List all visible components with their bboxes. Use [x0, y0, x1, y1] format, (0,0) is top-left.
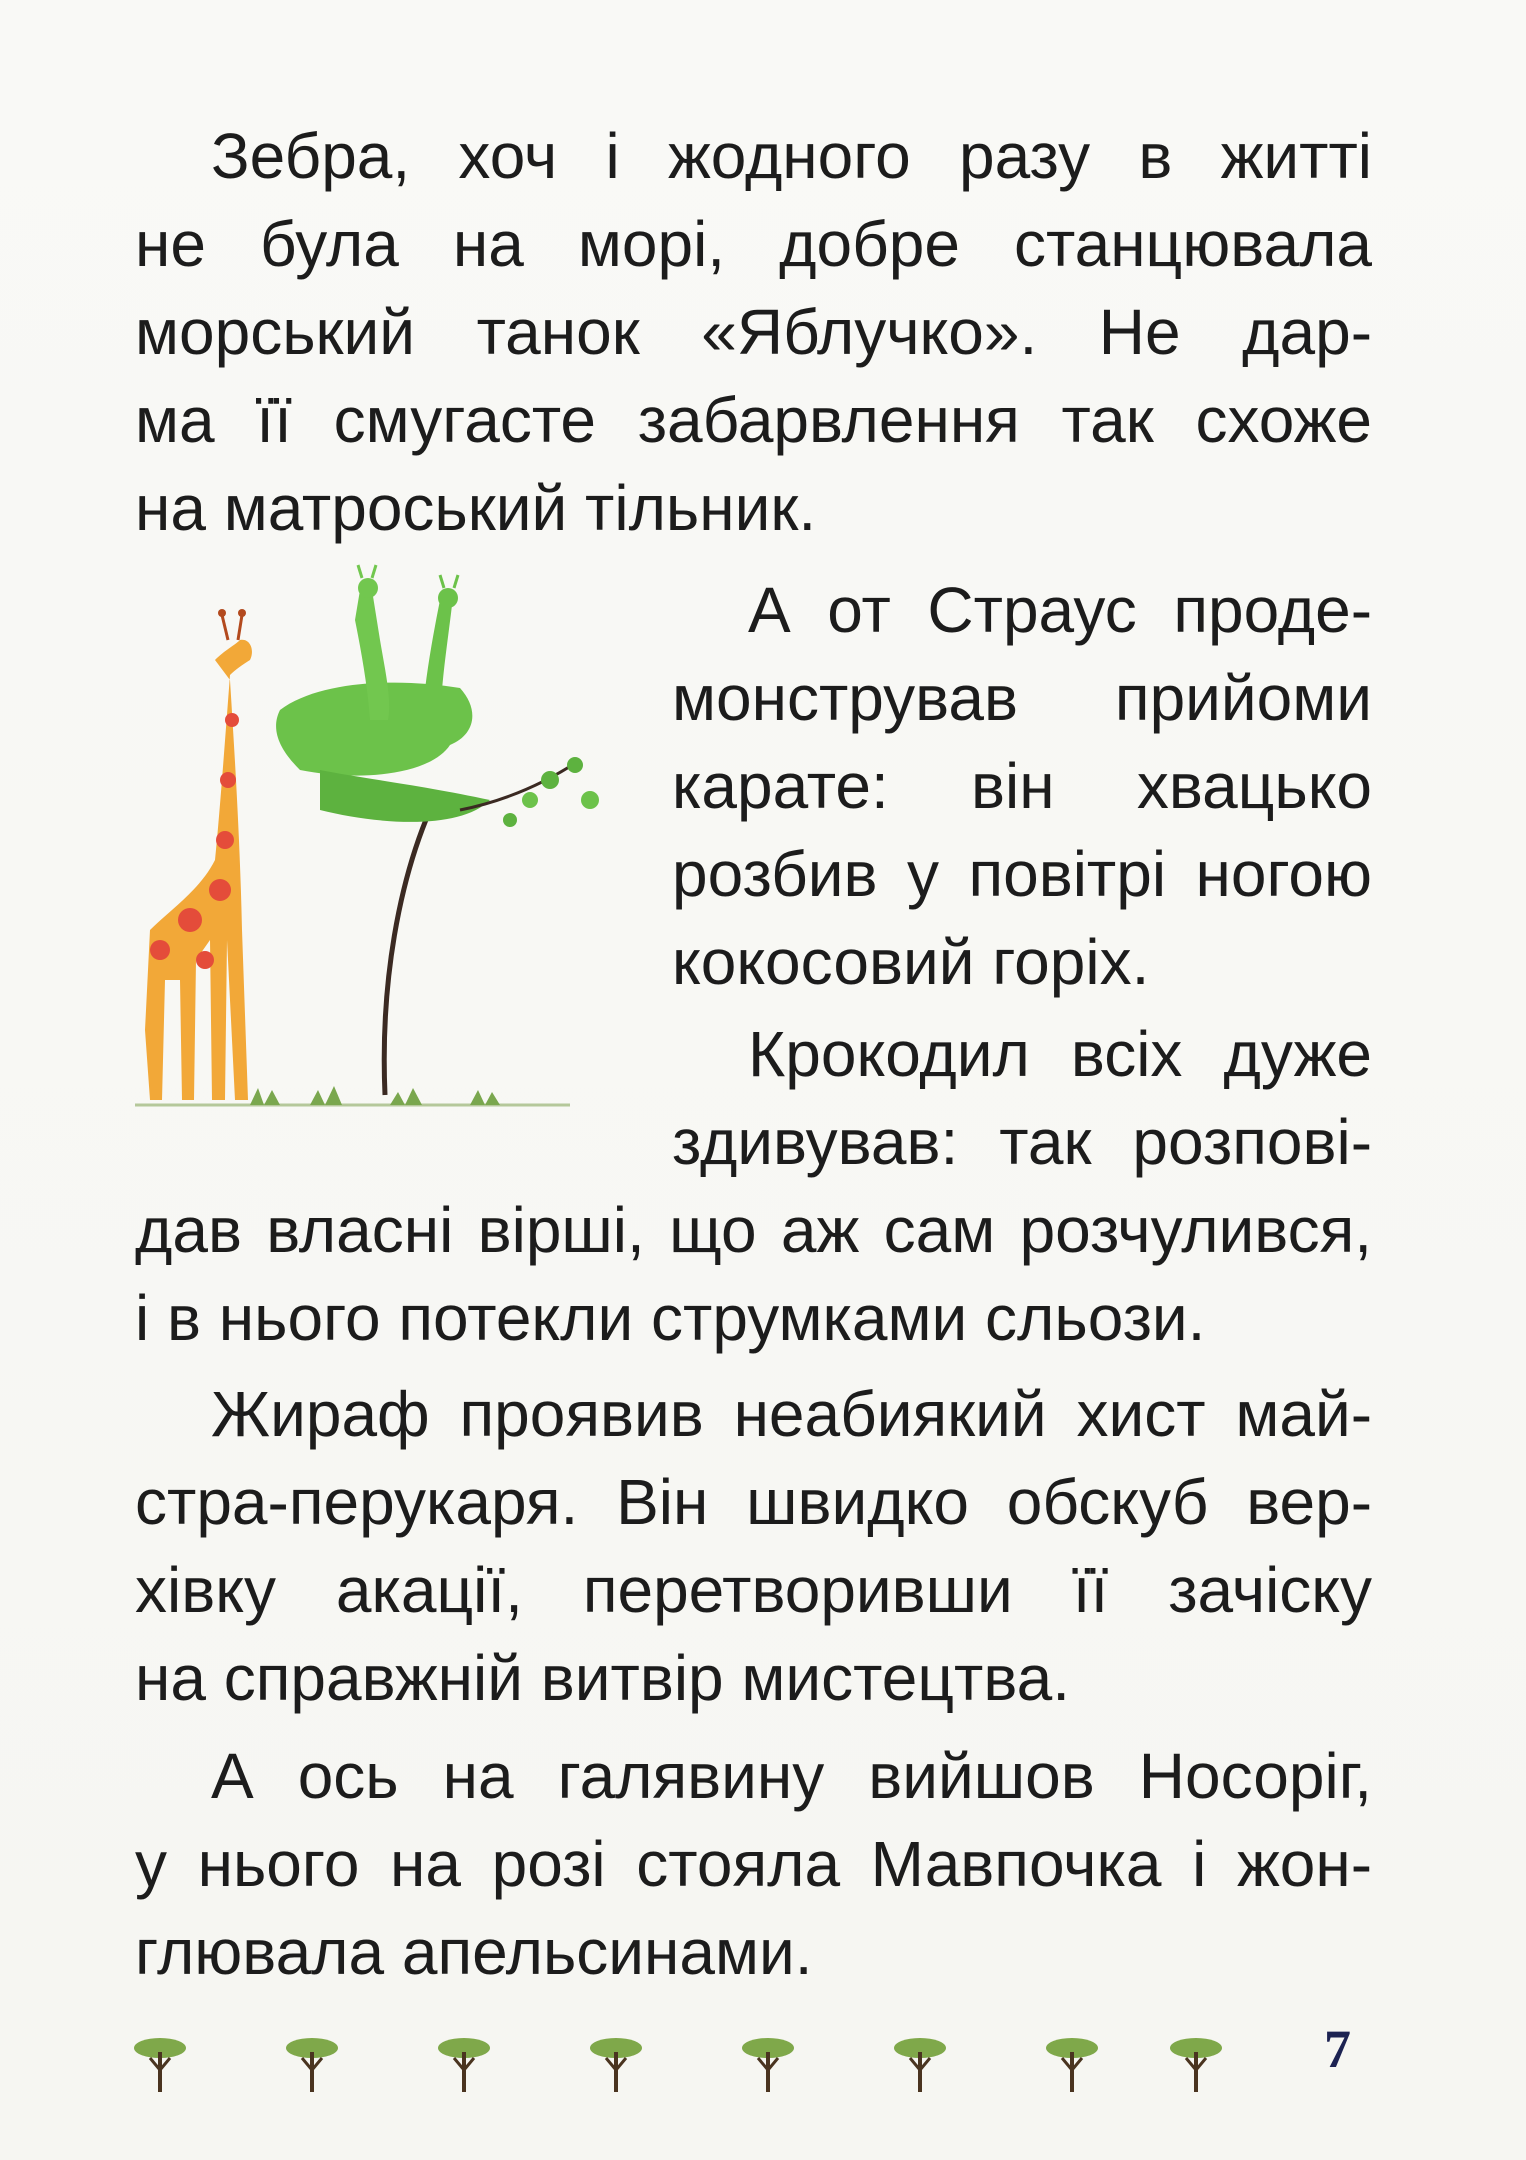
- paragraph-1-line-4: ма її смугасте забарвлення так схоже: [135, 384, 1372, 456]
- acacia-tree-icon: [130, 2030, 190, 2100]
- paragraph-1-line-1: Зебра, хоч і жодного разу в житті: [211, 120, 1372, 192]
- paragraph-4-line-1: Жираф проявив неабиякий хист май-: [211, 1378, 1372, 1450]
- paragraph-3-line-2: здивував: так розпові-: [672, 1106, 1372, 1178]
- paragraph-5-line-3: глювала апельсинами.: [135, 1916, 813, 1988]
- acacia-tree-icon: [1042, 2030, 1102, 2100]
- acacia-tree-icon: [282, 2030, 342, 2100]
- paragraph-5-line-1: А ось на галявину вийшов Носоріг,: [211, 1740, 1372, 1812]
- acacia-tree-icon: [586, 2030, 646, 2100]
- paragraph-1-line-5: на матроський тільник.: [135, 472, 817, 544]
- paragraph-3-line-4: і в нього потекли струмками сльози.: [135, 1282, 1206, 1354]
- paragraph-2-line-4: розбив у повітрі ногою: [672, 838, 1372, 910]
- paragraph-3-line-3: дав власні вірші, що аж сам розчулився,: [135, 1194, 1372, 1266]
- paragraph-1-line-2: не була на морі, добре станцювала: [135, 208, 1372, 280]
- paragraph-3-line-1: Крокодил всіх дуже: [748, 1018, 1372, 1090]
- paragraph-4-line-4: на справжній витвір мистецтва.: [135, 1642, 1070, 1714]
- acacia-tree-icon: [738, 2030, 798, 2100]
- paragraph-5-line-2: у нього на розі стояла Мавпочка і жон-: [135, 1828, 1372, 1900]
- paragraph-2-line-5: кокосовий горіх.: [672, 926, 1150, 998]
- paragraph-1-line-3: морський танок «Яблучко». Не дар-: [135, 296, 1372, 368]
- paragraph-4-line-3: хівку акації, перетворивши її зачіску: [135, 1554, 1372, 1626]
- paragraph-4-line-2: стра-перукаря. Він швидко обскуб вер-: [135, 1466, 1372, 1538]
- acacia-tree-icon: [1166, 2030, 1226, 2100]
- acacia-tree-icon: [434, 2030, 494, 2100]
- paragraph-2-line-1: А от Страус проде-: [748, 574, 1372, 646]
- acacia-tree-icon: [890, 2030, 950, 2100]
- paragraph-2-line-3: карате: він хвацько: [672, 750, 1372, 822]
- paragraph-2-line-2: монстрував прийоми: [672, 662, 1372, 734]
- page-number: 7: [1324, 2019, 1351, 2079]
- giraffes-and-acacia-illustration: [130, 560, 650, 1120]
